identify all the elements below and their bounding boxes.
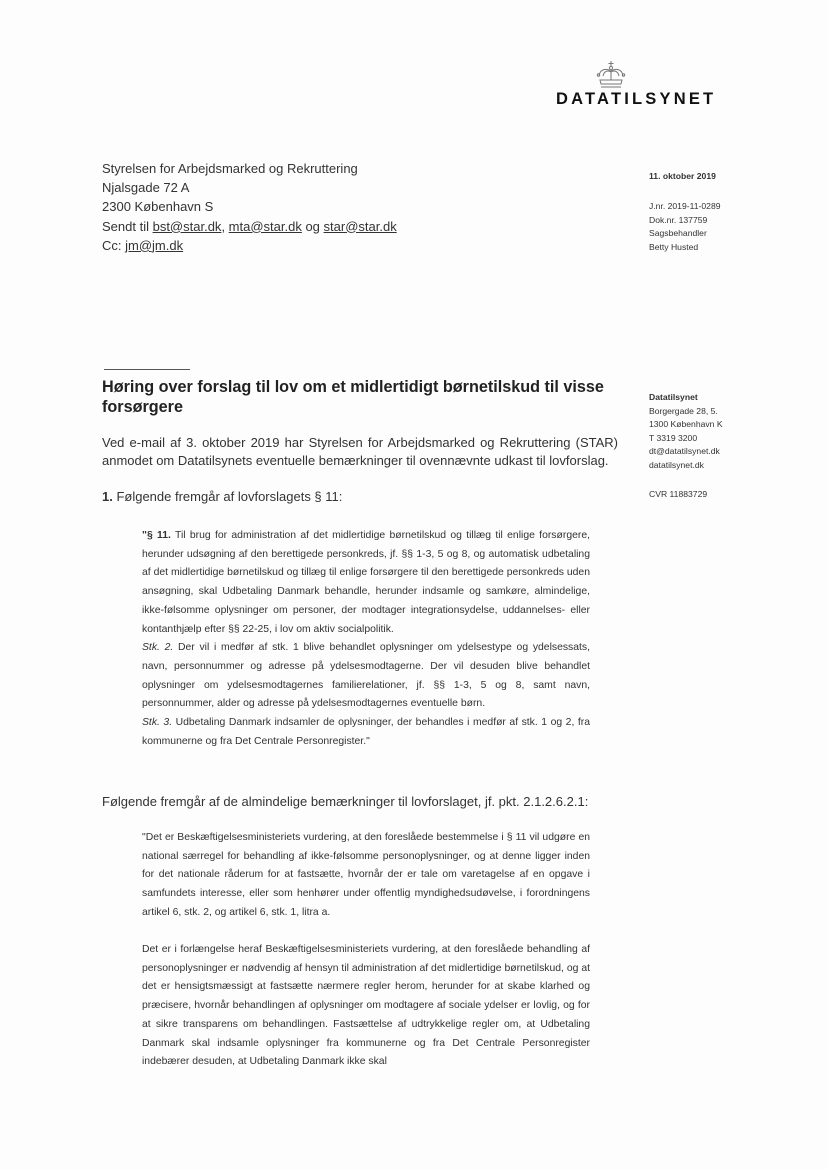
stk-2-label: Stk. 2. bbox=[142, 642, 174, 654]
email-link-mta[interactable]: mta@star.dk bbox=[228, 218, 302, 234]
recipient-city: 2300 København S bbox=[102, 199, 214, 215]
case-meta bbox=[649, 200, 721, 254]
stk-3-paragraph bbox=[142, 714, 590, 751]
intro-paragraph: Ved e-mail af 3. oktober 2019 har Styrelsen for Arbejdsmarked og Rekruttering (STAR) anmodet om Datatilsynets eventuelle bemærkninger til ovennævnte udkast til lovforslag. bbox=[102, 435, 618, 469]
cc-line bbox=[102, 236, 397, 255]
point-1 bbox=[102, 488, 618, 506]
recipient-address bbox=[102, 159, 397, 255]
document-number: Dok.nr. 137759 bbox=[649, 214, 708, 225]
quote-section-11 bbox=[142, 527, 590, 751]
sender-email[interactable]: dt@datatilsynet.dk bbox=[649, 446, 720, 457]
caseworker-label: Sagsbehandler bbox=[649, 228, 707, 239]
crown-logo-icon bbox=[594, 60, 628, 90]
section-11-label: § 11. bbox=[146, 530, 171, 541]
sender-phone: T 3319 3200 bbox=[649, 432, 698, 443]
quote-open-mark: " bbox=[142, 530, 147, 541]
quote-remarks-1: "Det er Beskæftigelsesministeriets vurdering, at den foreslåede bestemmelse i § 11 vil udgøre en national særregel for behandling af ikke-følsomme personoplysninger, og at denne ligger inden for det nationale råderum for at fastsætte, hvornår der er tale om varetagelse af en opgave i samfundets interesse, eller som henhører under offentlig myndighedsudøvelse, i forordningens artikel 6, stk. 2, og artikel 6, stk. 1, litra a. bbox=[142, 832, 590, 918]
point-1-number: 1. bbox=[102, 489, 113, 504]
sender-street: Borgergade 28, 5. bbox=[649, 405, 718, 416]
sent-to-label: Sendt til bbox=[102, 218, 153, 234]
sender-name: Datatilsynet bbox=[649, 392, 698, 402]
section-11-text: Til brug for administration af det midlertidige børnetilskud og tillæg til enlige forsørgere, herunder udsøgning af den berettigede personkreds, jf. §§ 1-3, 5 og 8, og automatisk udbetaling af det midlertidige børnetilskud og tillæg til enlige forsørgere til den berettigede personkreds uden ansøgning, skal Udbetaling Danmark behandle, herunder indsamle og samkøre, almindelige, ikke-følsomme oplysninger om personer, der modtager integrationsydelse, uddannelses- eller kontanthjælp efter §§ 22-25, i lov om aktiv socialpolitik. bbox=[142, 530, 590, 635]
stk-2-paragraph bbox=[142, 639, 590, 714]
stk-3-text: Udbetaling Danmark indsamler de oplysninger, der behandles i medfør af stk. 1 og 2, fra kommunerne og fra Det Centrale Personregister." bbox=[142, 717, 590, 747]
stk-2-text: Der vil i medfør af stk. 1 blive behandlet oplysninger om ydelsestype og ydelsessats, navn, personnummer og adresse på ydelsesmodtagerne. Der vil desuden blive behandlet oplysninger om ydelsesmodtagernes familierelationer, jf. §§ 1-3, 5 og 8, samt navn, personnummer, alder og adresse på ydelsesmodtagernes eventuelle børn. bbox=[142, 642, 590, 710]
sender-city: 1300 København K bbox=[649, 419, 723, 430]
section-11-paragraph bbox=[142, 527, 590, 639]
separator: og bbox=[301, 218, 324, 234]
letter-title: Høring over forslag til lov om et midlertidigt børnetilskud til visse forsørgere bbox=[102, 378, 604, 416]
title-divider bbox=[104, 369, 190, 370]
letter-date: 11. oktober 2019 bbox=[649, 171, 716, 181]
sent-to-line bbox=[102, 217, 397, 236]
sender-cvr: CVR 11883729 bbox=[649, 489, 708, 499]
email-link-star[interactable]: star@star.dk bbox=[323, 218, 397, 234]
logo-wordmark: DATATILSYNET bbox=[556, 90, 717, 108]
sender-block bbox=[649, 391, 723, 473]
separator: , bbox=[221, 218, 229, 234]
recipient-name: Styrelsen for Arbejdsmarked og Rekruttering bbox=[102, 161, 358, 176]
email-link-bst[interactable]: bst@star.dk bbox=[152, 218, 222, 234]
recipient-street: Njalsgade 72 A bbox=[102, 180, 190, 196]
quote-remarks-2: Det er i forlængelse heraf Beskæftigelsesministeriets vurdering, at den foreslåede behandling af personoplysninger er nødvendig af hensyn til administration af det midlertidige børnetilskud, og at det er hensigtsmæssigt at fastsætte nærmere regler herom, herunder for at skabe klarhed og præcisere, hvornår behandlingen af oplysninger om modtagere af sociale ydelser er lovlig, og for at sikre transparens om behandlingen. Fastsættelse af udtrykkelige regler om, at Udbetaling Danmark skal indsamle oplysninger fra kommunerne og fra Det Centrale Personregister indebærer desuden, at Udbetaling Danmark ikke skal bbox=[142, 944, 590, 1068]
sender-web[interactable]: datatilsynet.dk bbox=[649, 459, 704, 470]
email-link-cc[interactable]: jm@jm.dk bbox=[125, 237, 184, 253]
journal-number: J.nr. 2019-11-0289 bbox=[649, 201, 721, 211]
point-1-text: Følgende fremgår af lovforslagets § 11: bbox=[112, 489, 343, 504]
stk-3-label: Stk. 3. bbox=[142, 717, 173, 729]
caseworker-name: Betty Husted bbox=[649, 241, 699, 252]
cc-label: Cc: bbox=[102, 237, 126, 253]
remarks-intro: Følgende fremgår af de almindelige bemærkninger til lovforslaget, jf. pkt. 2.1.2.6.2.1: bbox=[102, 794, 589, 809]
